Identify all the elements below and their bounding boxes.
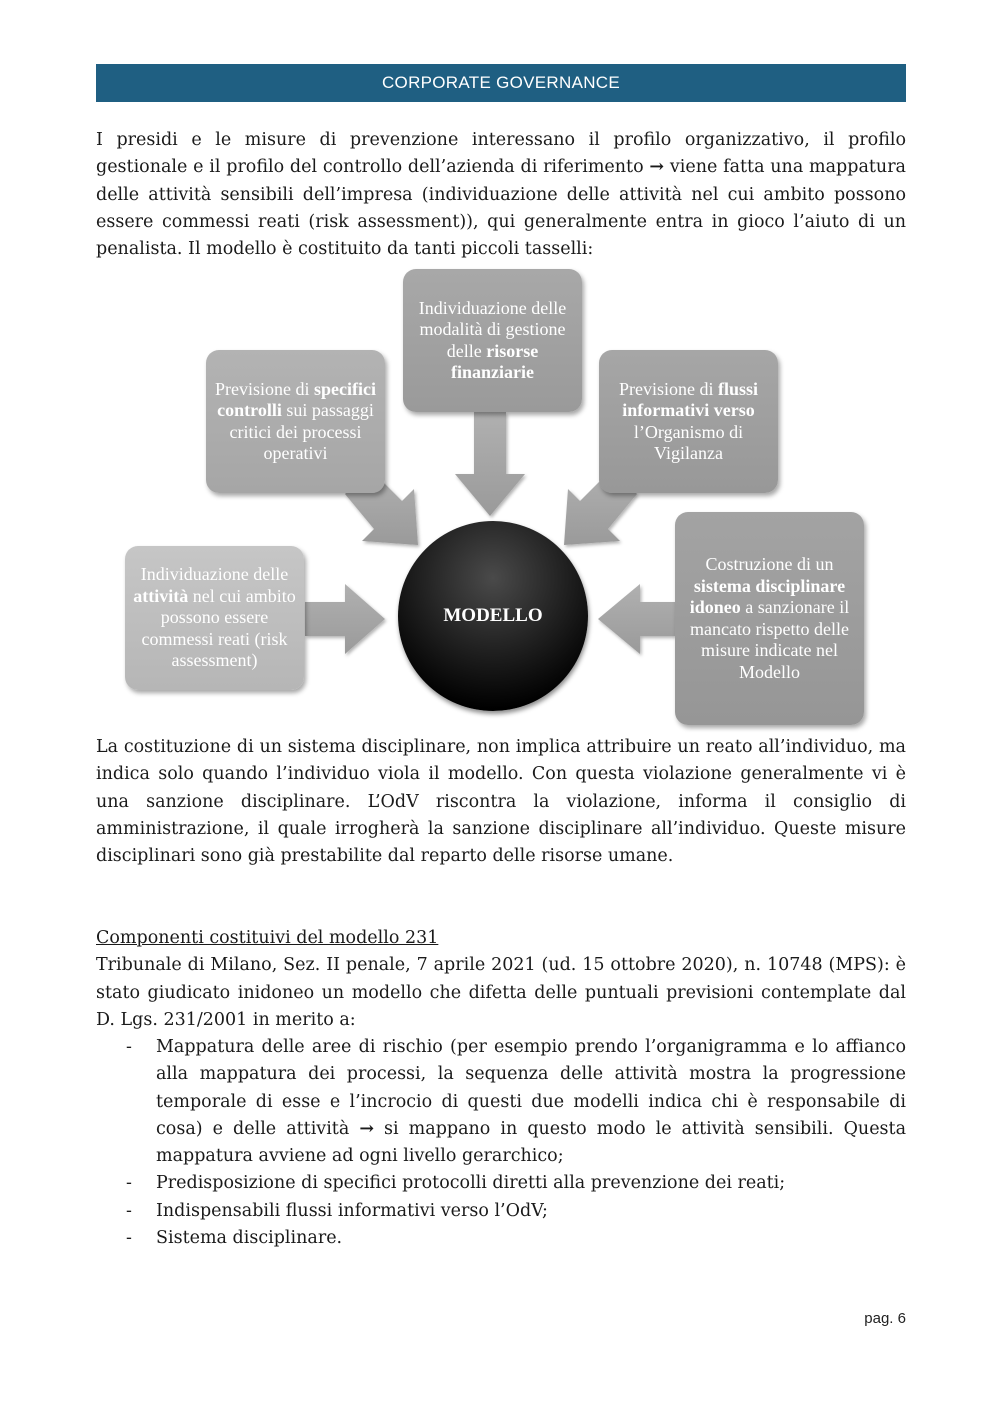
arrow-top bbox=[455, 412, 525, 516]
box-activities-text-1: Individuazione delle bbox=[140, 564, 289, 585]
arrow-left bbox=[305, 584, 385, 654]
box-financial-resources bbox=[403, 269, 582, 412]
list-dash: - bbox=[126, 1173, 132, 1194]
list-item bbox=[96, 1034, 906, 1170]
box-disciplinary-text-2: a sanzionare il mancato rispetto delle misure indicate nel Modello bbox=[690, 597, 850, 682]
arrow-symbol: → bbox=[649, 157, 665, 178]
section-components bbox=[96, 925, 906, 1034]
list-item-text-1: Sistema disciplinare. bbox=[156, 1228, 343, 1249]
list-item bbox=[96, 1225, 906, 1252]
list-item bbox=[96, 1170, 906, 1197]
box-financial-text-1: Individuazione delle modalità di gestione delle bbox=[418, 297, 567, 361]
list-item-text-1: Mappatura delle aree di rischio (per esempio prendo l’organigramma e lo affianco alla mappatura dei processi, la sequenza delle attività mostra la progressione temporale di esse e l’incrocio di questi due modelli indica chi è responsabile di cosa) e delle attività bbox=[156, 1037, 906, 1139]
list-dash: - bbox=[126, 1037, 132, 1057]
box-flows-text-1: Previsione di bbox=[618, 378, 718, 399]
box-flows-text-2: l’Organismo di Vigilanza bbox=[633, 421, 744, 463]
list-dash: - bbox=[126, 1228, 132, 1249]
box-activities-bold: attività bbox=[133, 585, 189, 606]
box-flows-bold: flussi informativi verso bbox=[622, 378, 759, 420]
box-activities bbox=[125, 546, 304, 690]
box-disciplinary-bold: sistema disciplinare idoneo bbox=[689, 575, 846, 617]
box-disciplinary-text-1: Costruzione di un bbox=[705, 554, 834, 574]
list-dash: - bbox=[126, 1200, 132, 1221]
box-controls-text-1: Previsione di bbox=[215, 378, 314, 399]
box-activities-text-2: nel cui ambito possono essere commessi reati (risk assessment) bbox=[141, 585, 296, 671]
list-item-text-2: si mappano in questo modo le attività sensibili. Questa mappatura avviene ad ogni livello gerarchico; bbox=[156, 1118, 906, 1167]
arrow-right bbox=[598, 584, 675, 654]
document-header: CORPORATE GOVERNANCE bbox=[96, 64, 906, 102]
list-item bbox=[96, 1198, 906, 1225]
model-circle: MODELLO bbox=[398, 521, 588, 711]
section-text: Tribunale di Milano, Sez. II penale, 7 aprile 2021 (ud. 15 ottobre 2020), n. 10748 (MPS): è stato giudicato inidoneo un modello che difetta delle puntuali previsioni contemplate dal D. Lgs. 231/2001 in merito a: bbox=[96, 955, 906, 1030]
box-disciplinary-system bbox=[675, 512, 864, 725]
arrow-symbol: → bbox=[359, 1118, 374, 1139]
intro-paragraph bbox=[96, 127, 906, 263]
box-financial-bold: risorse finanziarie bbox=[451, 340, 539, 382]
page-number: pag. 6 bbox=[864, 1310, 906, 1327]
box-information-flows bbox=[599, 350, 778, 493]
list-item-text-1: Indispensabili flussi informativi verso l’OdV; bbox=[156, 1200, 548, 1221]
requirements-list bbox=[96, 1034, 906, 1252]
box-controls-bold: specifici controlli bbox=[217, 378, 376, 420]
section-heading: Componenti costituivi del modello 231 bbox=[96, 928, 439, 948]
intro-text-2: viene fatta una mappatura delle attività sensibili dell’impresa (individuazione delle attività nel cui ambito possono essere commessi reati (risk assessment)), qui generalmente entra in gioco l’aiuto di un penalista. Il modello è costituito da tanti piccoli tasselli: bbox=[96, 157, 906, 260]
intro-text-1: I presidi e le misure di prevenzione interessano il profilo organizzativo, il profilo gestionale e il profilo del controllo dell’azienda di riferimento bbox=[96, 130, 906, 178]
box-controls-text-2: sui passaggi critici dei processi operativi bbox=[229, 400, 374, 463]
box-controls bbox=[206, 350, 385, 493]
list-item-text-1: Predisposizione di specifici protocolli diretti alla prevenzione dei reati; bbox=[156, 1173, 786, 1194]
disciplinary-paragraph: La costituzione di un sistema disciplinare, non implica attribuire un reato all’individuo, ma indica solo quando l’individuo viola il modello. Con questa violazione generalmente vi è una sanzione disciplinare. L’OdV riscontra la violazione, informa il consiglio di amministrazione, il quale irrogherà la sanzione disciplinare all’individuo. Queste misure disciplinari sono già prestabilite dal reparto delle risorse umane. bbox=[96, 737, 906, 867]
